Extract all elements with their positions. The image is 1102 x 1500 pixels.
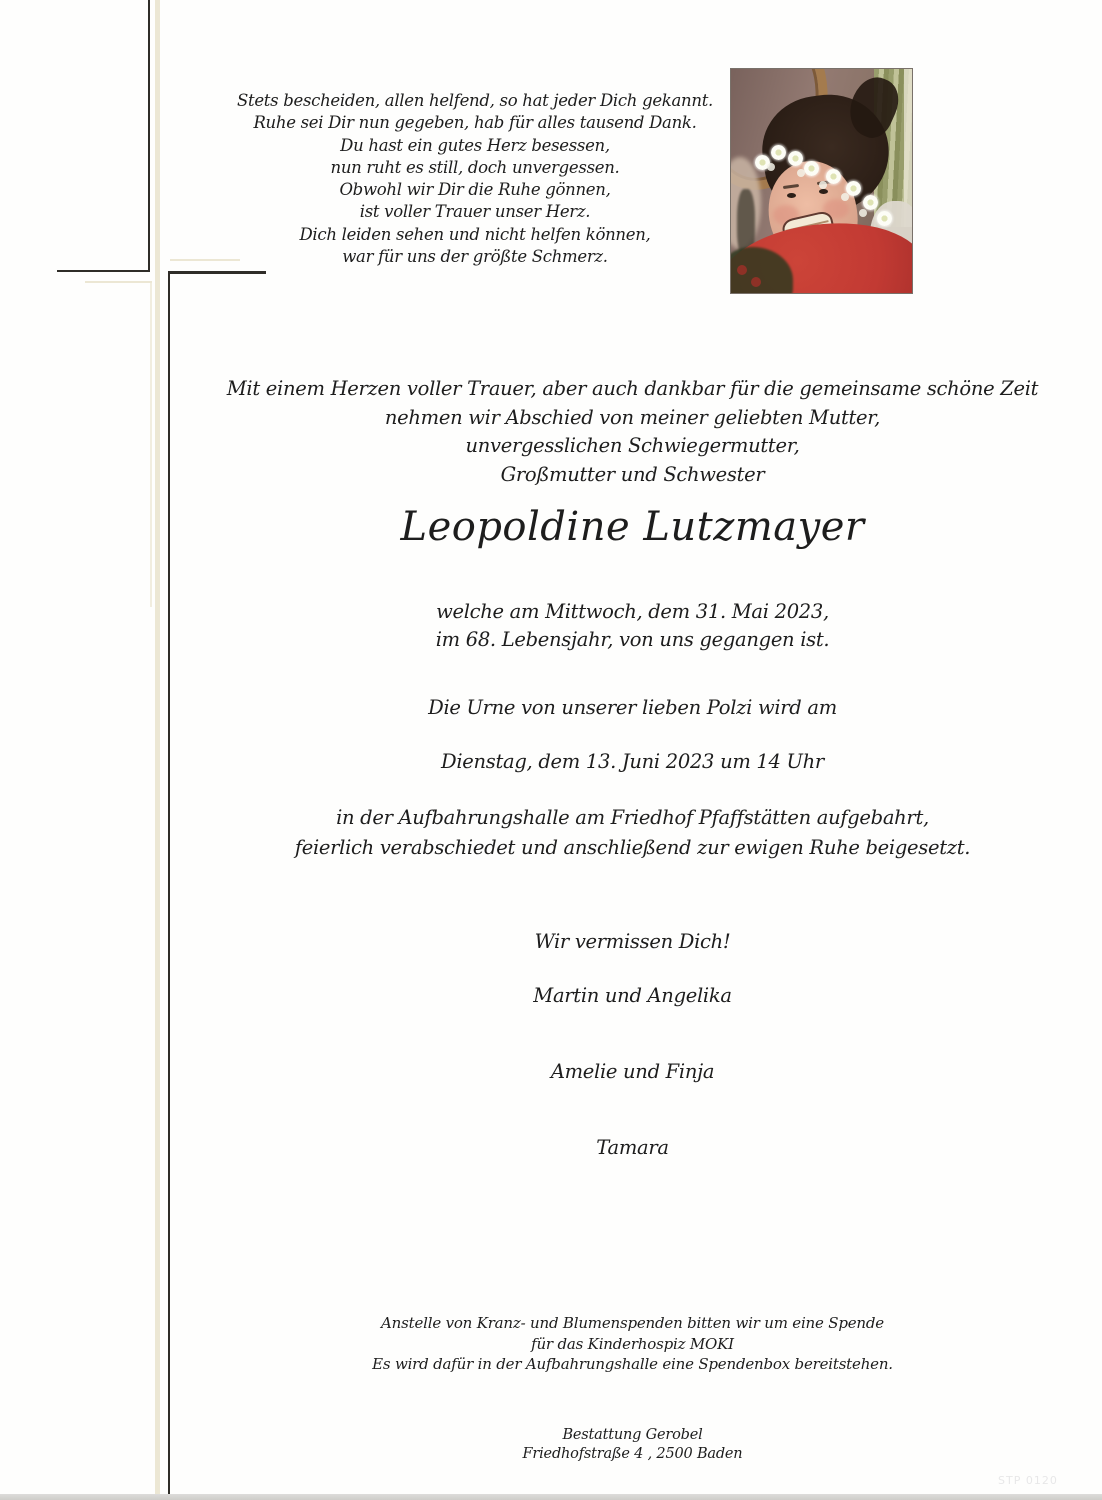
daisy-flower (771, 145, 786, 160)
ceremony-line: in der Aufbahrungshalle am Friedhof Pfaffstätten aufgebahrt, (336, 806, 929, 829)
ceremony-location (165, 803, 1100, 863)
babys-breath (841, 193, 849, 201)
poem-line: Dich leiden sehen und nicht helfen können, (299, 224, 651, 244)
intro-line: Mit einem Herzen voller Trauer, aber auch dankbar für die gemeinsame schöne Zeit (226, 377, 1039, 400)
scan-edge (0, 1494, 1102, 1500)
funeral-home-info (165, 1426, 1100, 1464)
ceremony-line: feierlich verabschiedet und anschließend zur ewigen Ruhe beigesetzt. (294, 836, 971, 859)
death-date-line: im 68. Lebensjahr, von uns gegangen ist. (435, 628, 830, 651)
cross-right-arm (168, 271, 266, 274)
donation-line: Es wird dafür in der Aufbahrungshalle eine Spendenbox bereitstehen. (372, 1355, 893, 1373)
red-flower (737, 265, 747, 275)
daisy-flower (788, 151, 803, 166)
intro-line: nehmen wir Abschied von meiner geliebten Mutter, (384, 405, 881, 429)
printer-mark: STP 0120 (998, 1474, 1058, 1487)
urn-announcement: Die Urne von unserer lieben Polzi wird am (428, 696, 837, 719)
babys-breath (767, 163, 775, 171)
red-flower (751, 277, 761, 287)
farewell-message: Wir vermissen Dich! (534, 930, 731, 953)
donation-line: für das Kinderhospiz MOKI (531, 1334, 734, 1353)
daisy-flower (863, 195, 878, 210)
poem-line: Obwohl wir Dir die Ruhe gönnen, (339, 180, 611, 200)
cross-shadow-stem (150, 281, 152, 607)
poem-line: Ruhe sei Dir nun gegeben, hab für alles tausend Dank. (253, 113, 697, 133)
announcement-intro (165, 375, 1100, 489)
mourner-name: Martin und Angelika (533, 984, 732, 1007)
poem-line: nun ruht es still, doch unvergessen. (330, 157, 620, 177)
funeral-home-address: Friedhofstraße 4 , 2500 Baden (522, 1446, 743, 1462)
babys-breath (819, 181, 827, 189)
intro-line: unvergesslichen Schwiegermutter, (465, 434, 800, 457)
cross-left-arm (57, 270, 150, 272)
babys-breath (859, 209, 867, 217)
cross-shadow-vertical (155, 0, 160, 1500)
mourner-name: Tamara (596, 1136, 669, 1159)
death-date (165, 598, 1100, 654)
poem-line: war für uns der größte Schmerz. (342, 247, 608, 267)
poem-line: ist voller Trauer unser Herz. (359, 202, 591, 222)
babys-breath (797, 169, 805, 177)
poem-line: Stets bescheiden, allen helfend, so hat jeder Dich gekannt. (237, 91, 713, 110)
memorial-poem (180, 90, 770, 268)
ceremony-date: Dienstag, dem 13. Juni 2023 um 14 Uhr (441, 750, 824, 773)
daisy-flower (826, 169, 841, 184)
poem-line: Du hast ein gutes Herz besessen, (340, 135, 610, 155)
eye (787, 193, 796, 198)
daisy-flower (877, 211, 892, 226)
eye (819, 189, 828, 194)
intro-line: Großmutter und Schwester (500, 462, 765, 486)
deceased-name: Leopoldine Lutzmayer (400, 504, 865, 550)
cross-top-stem (148, 0, 150, 271)
donation-line: Anstelle von Kranz- und Blumenspenden bitten wir um eine Spende (381, 1314, 884, 1332)
portrait-photo (730, 68, 913, 294)
death-date-line: welche am Mittwoch, dem 31. Mai 2023, (436, 600, 829, 623)
daisy-flower (804, 161, 819, 176)
donation-note (165, 1313, 1100, 1375)
mourner-name: Amelie und Finja (550, 1060, 715, 1083)
funeral-home-name: Bestattung Gerobel (562, 1427, 703, 1443)
cross-shadow-arm-left (85, 281, 152, 283)
